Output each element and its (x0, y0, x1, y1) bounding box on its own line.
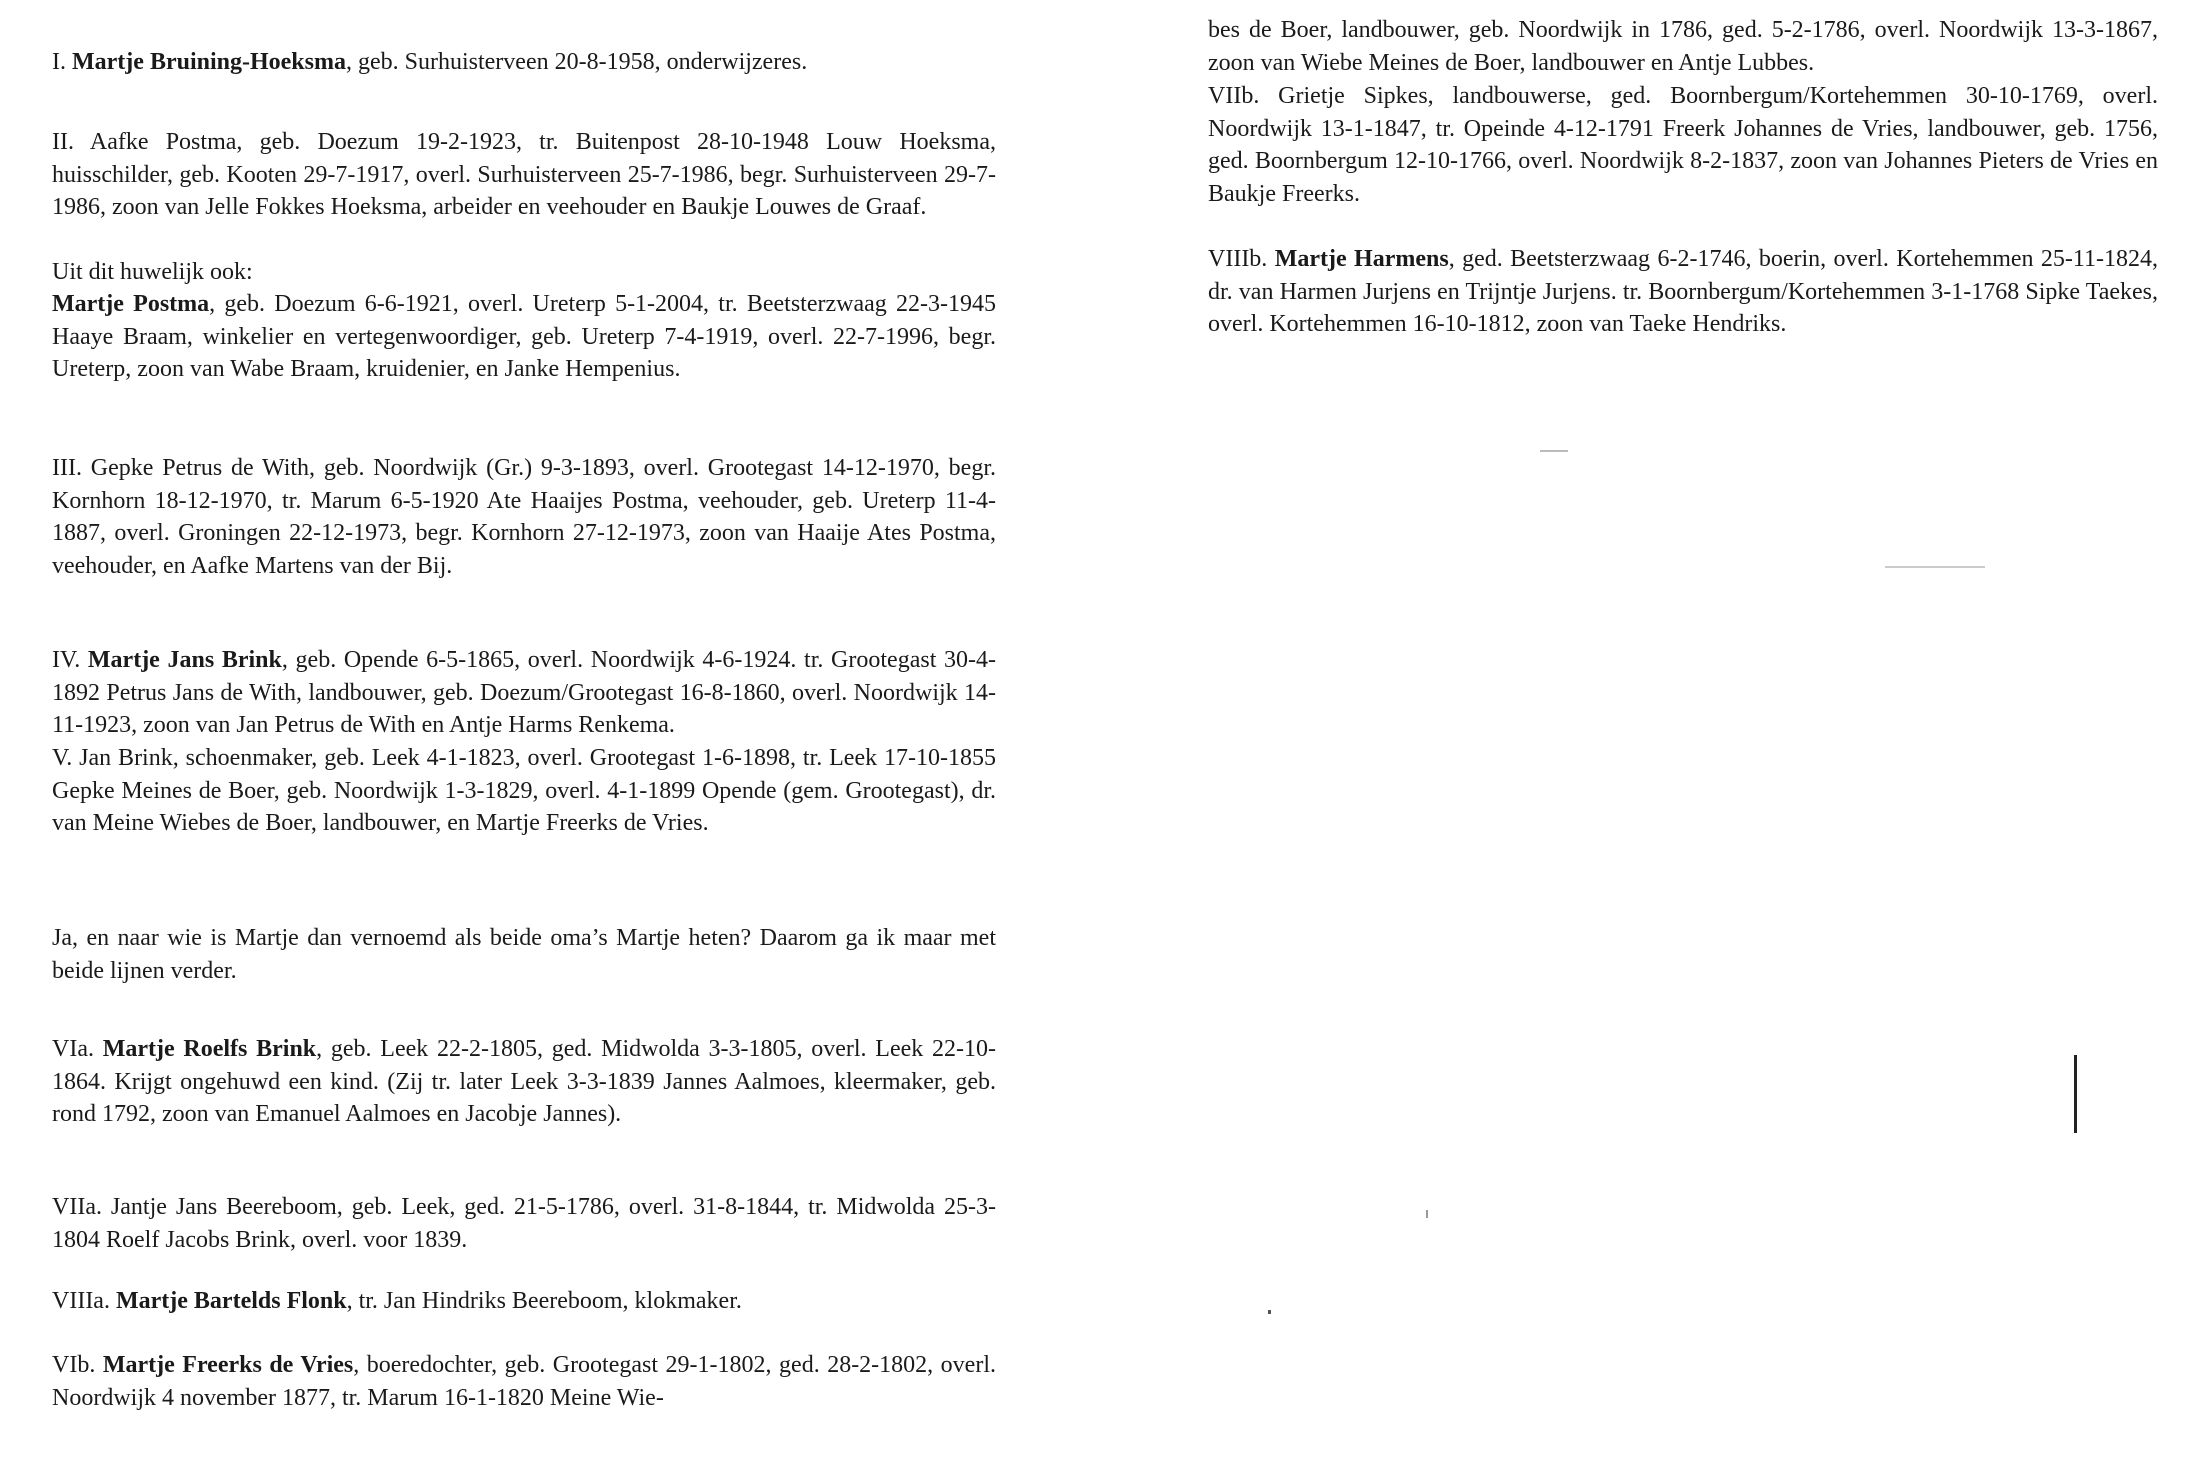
paragraph-text: III. Gepke Petrus de With, geb. Noordwijk (Gr.) 9-3-1893, overl. Grootegast 14-12-1970, begr. Kornhorn 18-12-1970, tr. Marum 6-5-1920 Ate Haaijes Postma, veehouder, geb. Ureterp 11-4-1887, overl. Groningen 22-12-1973, begr. Kornhorn 27-12-1973, zoon van Haaije Ates Postma, veehouder, en Aafke Martens van der Bij. (52, 455, 996, 579)
paragraph-text: VIIb. Grietje Sipkes, landbouwerse, ged. Boornbergum/Kortehemmen 30-10-1769, overl. Noordwijk 13-1-1847, tr. Opeinde 4-12-1791 Freerk Johannes de Vries, landbouwer, geb. 1756, ged. Boornbergum 12-10-1766, overl. Noordwijk 8-2-1837, zoon van Johannes Pieters de Vries en Baukje Freerks. (1208, 83, 2158, 207)
paragraph-gen8b (1208, 243, 2158, 341)
paragraph-text: , geb. Doezum 6-6-1921, overl. Ureterp 5-1-2004, tr. Beetsterzwaag 22-3-1945 Haaye Braam, winkelier en vertegenwoordiger, geb. Ureterp 7-4-1919, overl. 22-7-1996, begr. Ureterp, zoon van Wabe Braam, kruidenier, en Janke Hempenius. (52, 291, 996, 382)
person-name-bold: Martje Jans Brink (87, 647, 282, 673)
person-name-bold: Martje Freerks de Vries (102, 1352, 354, 1378)
paragraph-text: Ja, en naar wie is Martje dan vernoemd als beide oma’s Martje heten? Daarom ga ik maar met beide lijnen verder. (52, 925, 996, 984)
paragraph-text: , ged. Beetsterzwaag 6-2-1746, boerin, overl. Kortehemmen 25-11-1824, dr. van Harmen Jurjens en Trijntje Jurjens. tr. Boornbergum/Kortehemmen 3-1-1768 Sipke Taekes, overl. Kortehemmen 16-10-1812, zoon van Taeke Hendriks. (1208, 246, 2159, 337)
paragraph-text: VIa. (52, 1036, 103, 1062)
paragraph-text: VIb. (52, 1352, 103, 1378)
paragraph-text: V. Jan Brink, schoenmaker, geb. Leek 4-1-1823, overl. Grootegast 1-6-1898, tr. Leek 17-10-1855 Gepke Meines de Boer, geb. Noordwijk 1-3-1829, overl. 4-1-1899 Opende (gem. Grootegast), dr. van Meine Wiebes de Boer, landbouwer, en Martje Freerks de Vries. (52, 745, 996, 836)
paragraph-text: IV. (52, 647, 88, 673)
person-name-bold: Martje Bruining-Hoeksma (72, 49, 346, 75)
paragraph-gen8a (52, 1285, 996, 1318)
paragraph-gen6a (52, 1033, 996, 1131)
person-name-bold: Martje Bartelds Flonk (115, 1288, 347, 1314)
scan-dust (1426, 1210, 1428, 1218)
person-name-bold: Martje Postma (52, 291, 210, 317)
paragraph-gen2 (52, 126, 996, 224)
person-name-bold: Martje Roelfs Brink (102, 1036, 317, 1062)
paragraph-gen3 (52, 452, 996, 582)
paragraph-text: , boeredochter, geb. Grootegast 29-1-1802, ged. 28-2-1802, overl. Noordwijk 4 november 1877, tr. Marum 16-1-1820 Meine Wie- (52, 1352, 996, 1411)
paragraph-text: , tr. Jan Hindriks Beereboom, klokmaker. (346, 1288, 742, 1314)
paragraph-gen7a (52, 1191, 996, 1256)
paragraph-text: VIIa. Jantje Jans Beereboom, geb. Leek, ged. 21-5-1786, overl. 31-8-1844, tr. Midwolda 25-3-1804 Roelf Jacobs Brink, overl. voor 1839. (52, 1194, 996, 1253)
paragraph-text: bes de Boer, landbouwer, geb. Noordwijk in 1786, ged. 5-2-1786, overl. Noordwijk 13-3-1867, zoon van Wiebe Meines de Boer, landbouwer en Antje Lubbes. (1208, 17, 2158, 76)
paragraph-gen1 (52, 46, 996, 79)
paragraph-gen4 (52, 644, 996, 742)
paragraph-text: , geb. Leek 22-2-1805, ged. Midwolda 3-3-1805, overl. Leek 22-10-1864. Krijgt ongehuwd een kind. (Zij tr. later Leek 3-3-1839 Jannes Aalmoes, kleermaker, geb. rond 1792, zoon van Emanuel Aalmoes en Jacobje Jannes). (52, 1036, 996, 1127)
paragraph-gen2-also (52, 256, 996, 289)
paragraph-gen6b (52, 1349, 996, 1414)
paragraph-text: VIIIa. (52, 1288, 116, 1314)
scan-mark (2074, 1055, 2077, 1133)
paragraph-text: I. (52, 49, 72, 75)
scan-dust (1268, 1310, 1271, 1314)
paragraph-text: Uit dit huwelijk ook: (52, 259, 253, 285)
paragraph-text: , geb. Opende 6-5-1865, overl. Noordwijk 4-6-1924. tr. Grootegast 30-4-1892 Petrus Jans de With, landbouwer, geb. Doezum/Grootegast 16-8-1860, overl. Noordwijk 14-11-1923, zoon van Jan Petrus de With en Antje Harms Renkema. (52, 647, 997, 738)
paragraph-gen6b-cont (1208, 14, 2158, 79)
paragraph-question (52, 922, 996, 987)
paragraph-text: , geb. Surhuisterveen 20-8-1958, onderwijzeres. (345, 49, 808, 75)
paragraph-text: II. Aafke Postma, geb. Doezum 19-2-1923, tr. Buitenpost 28-10-1948 Louw Hoeksma, huisschilder, geb. Kooten 29-7-1917, overl. Surhuisterveen 25-7-1986, begr. Surhuisterveen 29-7-1986, zoon van Jelle Fokkes Hoeksma, arbeider en veehouder en Baukje Louwes de Graaf. (52, 129, 996, 220)
person-name-bold: Martje Harmens (1274, 246, 1449, 272)
paragraph-text: VIIIb. (1208, 246, 1275, 272)
paragraph-gen2-sibling (52, 288, 996, 386)
scan-dust (1540, 450, 1568, 452)
paragraph-gen5 (52, 742, 996, 840)
scan-dust (1885, 566, 1985, 568)
paragraph-gen7b (1208, 80, 2158, 210)
